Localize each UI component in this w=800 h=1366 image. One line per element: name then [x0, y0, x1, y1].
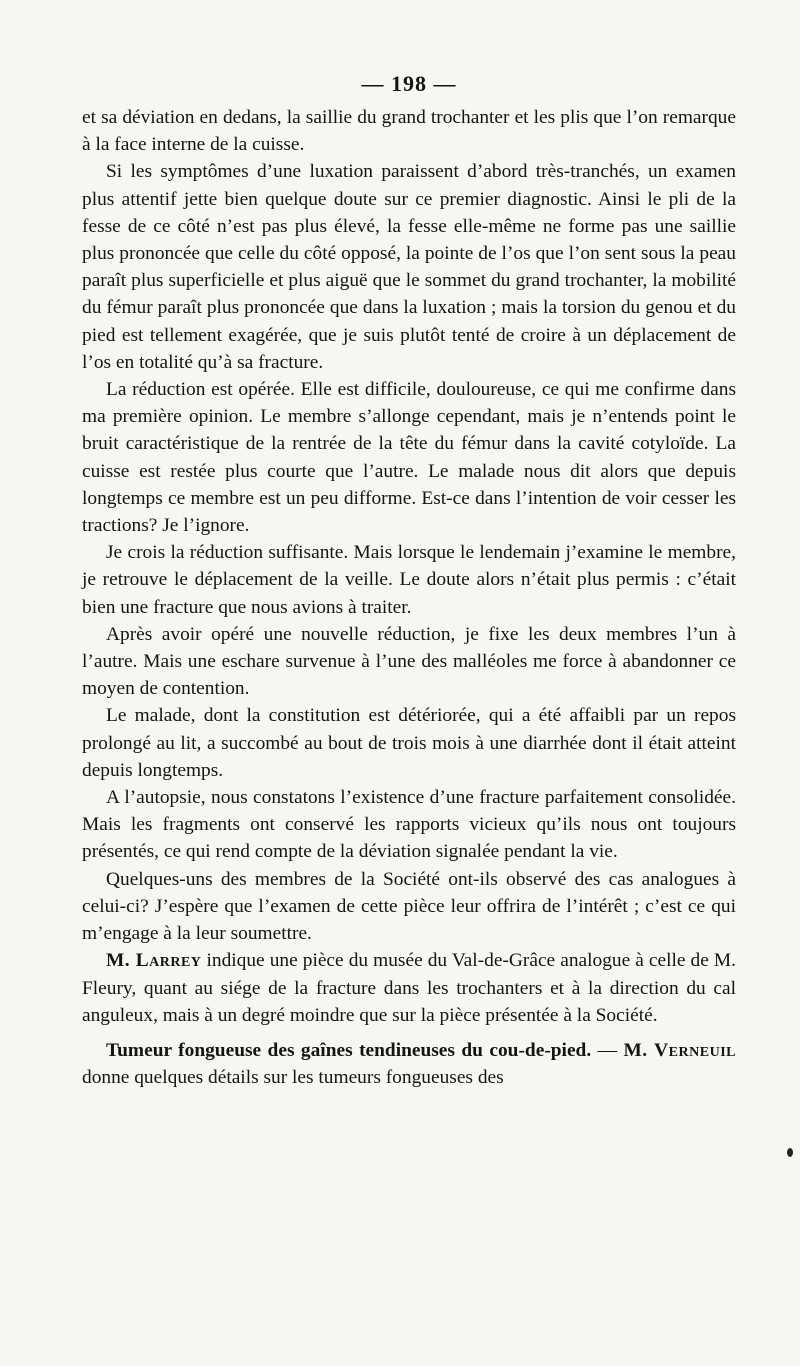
paragraph-6: Le malade, dont la constitution est détériorée, qui a été affaibli par un repos prolongé au lit, a succombé au bout de trois mois à une diarrhée dont il était atteint depuis longtemps. [82, 705, 736, 781]
paragraph-2: Si les symptômes d’une luxation paraissent d’abord très-tranchés, un examen plus attentif jette bien quelque doute sur ce premier diagnostic. Ainsi le pli de la fesse de ce côté n’est pas plus élevé, la fesse elle-même ne forme pas une saillie plus prononcée que celle du côté opposé, la pointe de l’os que l’on sent sous la peau paraît plus superficielle et plus aiguë que le sommet du grand trochanter, la mobilité du fémur paraît plus prononcée que dans la luxation ; mais la torsion du genou et du pied est tellement exagérée, que je suis plutôt tenté de croire à un déplacement de l’os en totalité qu’à sa fracture. [82, 161, 736, 373]
page-number: — 198 — [361, 71, 457, 96]
paragraph-1: et sa déviation en dedans, la saillie du grand trochanter et les plis que l’on remarque à la face interne de la cuisse. [82, 107, 736, 156]
section-dash: — [597, 1039, 618, 1061]
section-title: Tumeur fongueuse des gaînes tendineuses du cou-de-pied. [106, 1039, 592, 1061]
paragraph-8: Quelques-uns des membres de la Société ont-ils observé des cas analogues à celui-ci? J’espère que l’examen de cette pièce leur offrira de l’intérêt ; c’est ce qui m’engage à la leur soumettre. [82, 868, 736, 945]
larrey-text: indique une pièce du musée du Val-de-Grâce analogue à celle de M. Fleury, quant au siége de la fracture dans les trochanters et à la direction du cal anguleux, mais à un degré moindre que sur la pièce présentée à la Société. [82, 950, 736, 1026]
paragraph-5: Après avoir opéré une nouvelle réduction, je fixe les deux membres l’un à l’autre. Mais une eschare survenue à l’une des malléoles me force à abandonner ce moyen de contention. [82, 623, 736, 700]
verneuil-text: donne quelques détails sur les tumeurs fongueuses des [82, 1067, 504, 1089]
paragraph-4: Je crois la réduction suffisante. Mais lorsque le lendemain j’examine le membre, je retrouve le déplacement de la veille. Le doute alors n’était plus permis : c’était bien une fracture que nous avions à traiter. [82, 542, 736, 618]
body-text [82, 104, 736, 1091]
speaker-larrey: M. Larrey [106, 950, 202, 972]
speaker-verneuil: M. Verneuil [623, 1039, 736, 1061]
larrey-paragraph [82, 947, 736, 1029]
ink-speck [787, 1148, 793, 1157]
paragraph-3: La réduction est opérée. Elle est difficile, douloureuse, ce qui me confirme dans ma première opinion. Le membre s’allonge cependant, mais je n’entends point le bruit caractéristique de la rentrée de la tête du fémur dans la cavité cotyloïde. La cuisse est restée plus courte que l’autre. Le malade nous dit alors que depuis longtemps ce membre est un peu difforme. Est-ce dans l’intention de voir cesser les tractions? Je l’ignore. [82, 379, 736, 537]
paragraph-7: A l’autopsie, nous constatons l’existence d’une fracture parfaitement consolidée. Mais les fragments ont conservé les rapports vicieux qu’ils nous ont toujours présentés, ce qui rend compte de la déviation signalée pendant la vie. [82, 787, 736, 863]
section-paragraph [82, 1037, 736, 1091]
